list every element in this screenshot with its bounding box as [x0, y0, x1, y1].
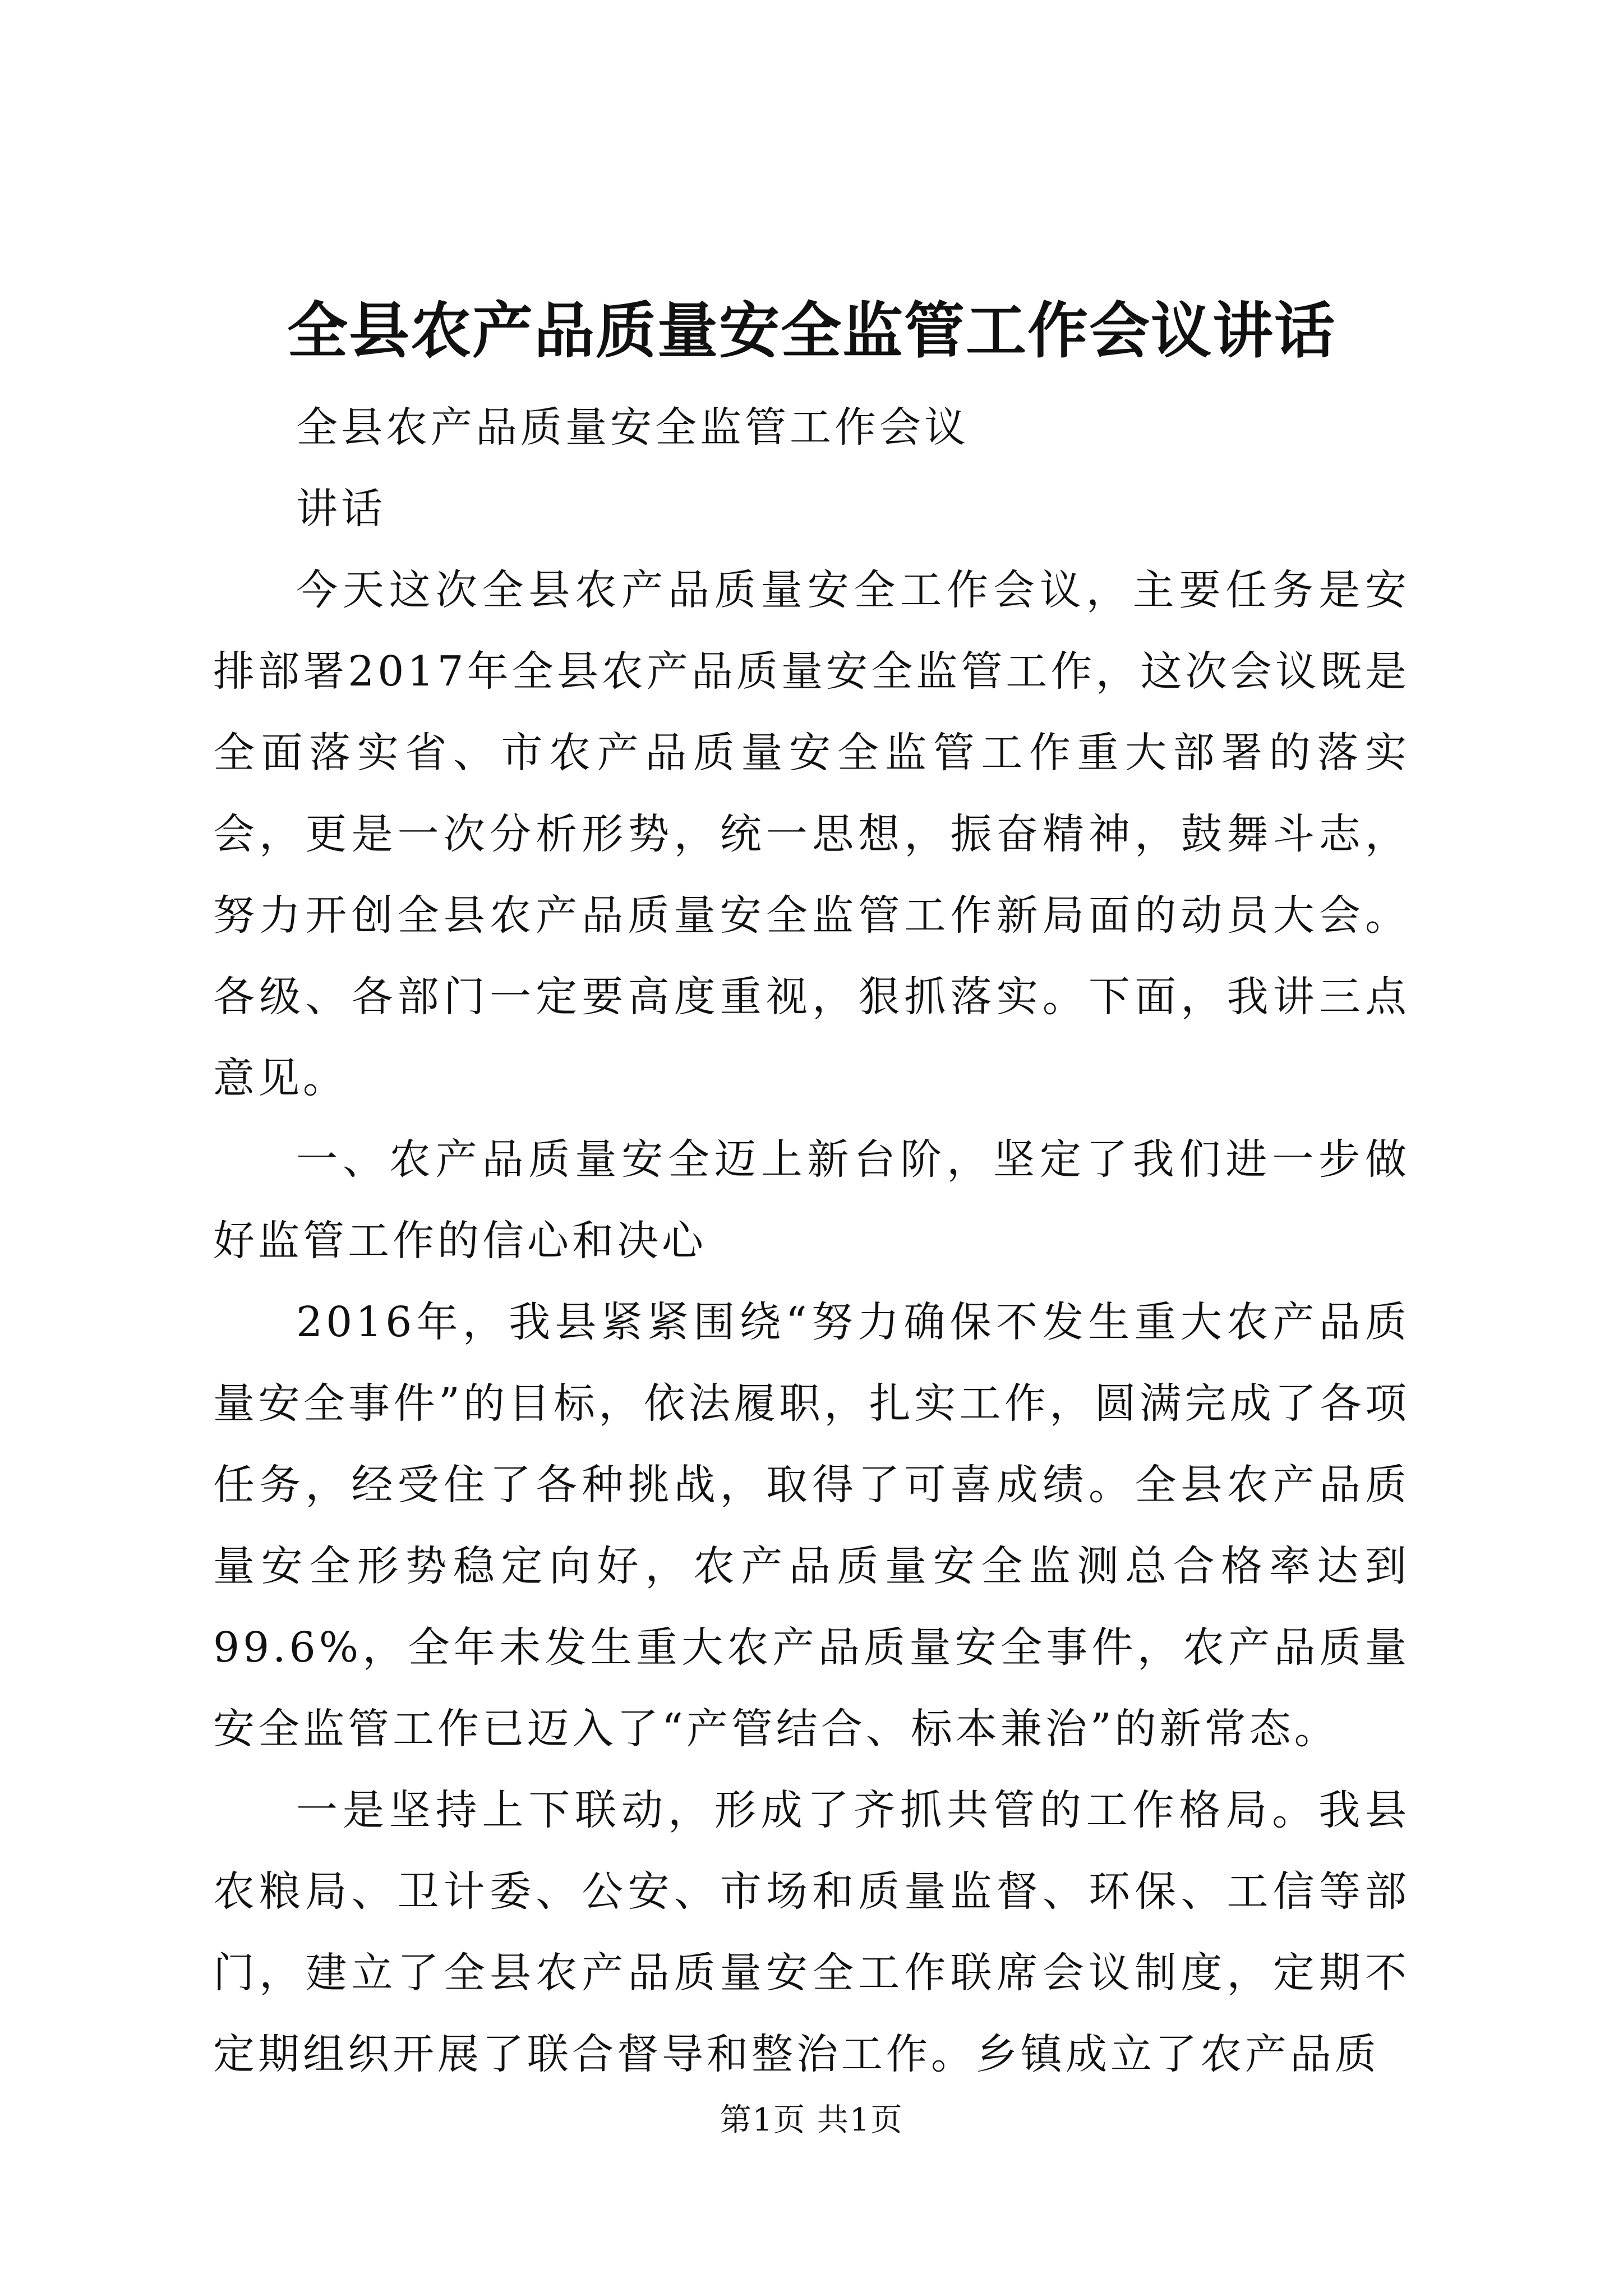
subtitle-line-2: 讲话	[296, 485, 386, 533]
page-footer: 第1页 共1页	[720, 2102, 903, 2138]
document-title: 全县农产品质量安全监管工作会议讲话	[287, 296, 1336, 366]
document-body	[213, 387, 1410, 2095]
paragraph-intro: 今天这次全县农产品质量安全工作会议，主要任务是安排部署2017年全县农产品质量安全监管工作，这次会议既是全面落实省、市农产品质量安全监管工作重大部署的落实会，更是一次分析形势，统一思想，振奋精神，鼓舞斗志，努力开创全县农产品质量安全监管工作新局面的动员大会。各级、各部门一定要高度重视，狠抓落实。下面，我讲三点意见。	[213, 566, 1410, 1102]
section-heading-1: 一、农产品质量安全迈上新台阶，坚定了我们进一步做好监管工作的信心和决心	[213, 1135, 1410, 1265]
paragraph-point-1: 一是坚持上下联动，形成了齐抓共管的工作格局。我县农粮局、卫计委、公安、市场和质量监督、环保、工信等部门，建立了全县农产品质量安全工作联席会议制度，定期不定期组织开展了联合督导和整治工作。乡镇成立了农产品质	[213, 1786, 1410, 2078]
subtitle-line: 全县农产品质量安全监管工作会议	[296, 403, 969, 452]
paragraph-2016-summary: 2016年，我县紧紧围绕“努力确保不发生重大农产品质量安全事件”的目标，依法履职，扎实工作，圆满完成了各项任务，经受住了各种挑战，取得了可喜成绩。全县农产品质量安全形势稳定向好，农产品质量安全监测总合格率达到99.6%，全年未发生重大农产品质量安全事件，农产品质量安全监管工作已迈入了“产管结合、标本兼治”的新常态。	[213, 1298, 1410, 1753]
